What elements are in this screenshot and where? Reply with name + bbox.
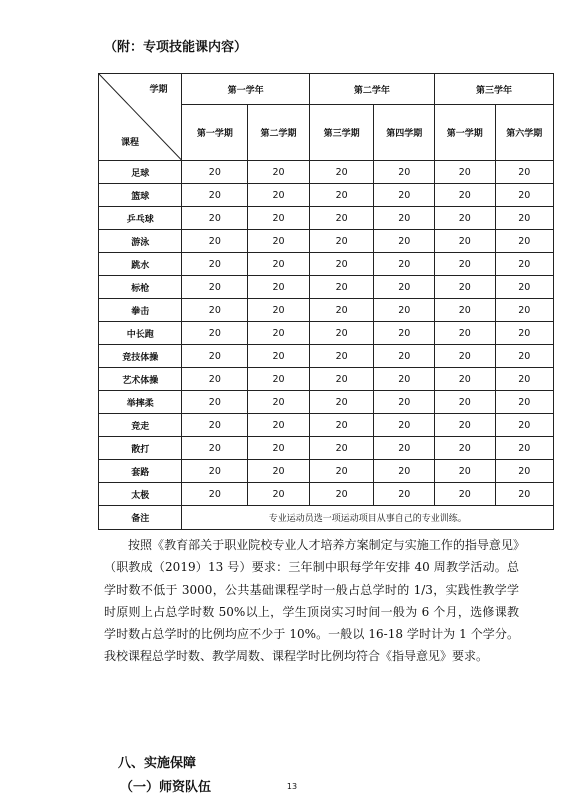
table-body: [99, 161, 554, 506]
table-row: [99, 184, 554, 207]
hours-cell: 20: [495, 414, 553, 437]
hours-cell: 20: [248, 299, 310, 322]
subsection-heading: （一）师资队伍: [120, 780, 212, 795]
hours-cell: 20: [435, 414, 496, 437]
hours-cell: 20: [495, 437, 553, 460]
table-row: [99, 207, 554, 230]
course-name: 竞技体操: [99, 345, 182, 368]
hours-cell: 20: [182, 207, 248, 230]
hours-cell: 20: [435, 276, 496, 299]
hours-cell: 20: [182, 437, 248, 460]
hours-cell: 20: [495, 207, 553, 230]
hours-cell: 20: [495, 253, 553, 276]
hours-cell: 20: [495, 483, 553, 506]
hours-cell: 20: [495, 322, 553, 345]
course-name: 标枪: [99, 276, 182, 299]
hours-cell: 20: [309, 230, 374, 253]
remark-label: 备注: [99, 506, 182, 530]
hours-cell: 20: [248, 253, 310, 276]
hours-cell: 20: [435, 253, 496, 276]
hours-cell: 20: [374, 184, 435, 207]
semester-header: 第六学期: [495, 105, 553, 161]
header-term-label: 学期: [149, 85, 168, 95]
hours-cell: 20: [309, 437, 374, 460]
table-row: [99, 299, 554, 322]
hours-cell: 20: [435, 230, 496, 253]
hours-cell: 20: [374, 460, 435, 483]
course-name: 太极: [99, 483, 182, 506]
hours-cell: 20: [248, 345, 310, 368]
hours-cell: 20: [309, 460, 374, 483]
hours-cell: 20: [248, 368, 310, 391]
hours-cell: 20: [374, 276, 435, 299]
course-table: [98, 73, 554, 530]
hours-cell: 20: [309, 414, 374, 437]
hours-cell: 20: [182, 460, 248, 483]
diagonal-line: [99, 74, 181, 160]
year-header: 第三学年: [435, 74, 554, 105]
hours-cell: 20: [248, 437, 310, 460]
hours-cell: 20: [495, 460, 553, 483]
hours-cell: 20: [435, 184, 496, 207]
hours-cell: 20: [495, 345, 553, 368]
hours-cell: 20: [435, 483, 496, 506]
hours-cell: 20: [248, 483, 310, 506]
hours-cell: 20: [309, 368, 374, 391]
hours-cell: 20: [435, 391, 496, 414]
hours-cell: 20: [309, 184, 374, 207]
hours-cell: 20: [495, 184, 553, 207]
hours-cell: 20: [374, 368, 435, 391]
hours-cell: 20: [435, 437, 496, 460]
hours-cell: 20: [182, 230, 248, 253]
hours-cell: 20: [495, 276, 553, 299]
hours-cell: 20: [309, 207, 374, 230]
hours-cell: 20: [309, 345, 374, 368]
page-number: 13: [286, 782, 298, 791]
hours-cell: 20: [374, 230, 435, 253]
hours-cell: 20: [182, 322, 248, 345]
hours-cell: 20: [182, 299, 248, 322]
hours-cell: 20: [309, 322, 374, 345]
hours-cell: 20: [435, 322, 496, 345]
remark-text: 专业运动员选一项运动项目从事自己的专业训练。: [182, 506, 554, 530]
course-name: 竞走: [99, 414, 182, 437]
hours-cell: 20: [182, 391, 248, 414]
table-row: [99, 437, 554, 460]
course-name: 举摔柔: [99, 391, 182, 414]
hours-cell: 20: [309, 161, 374, 184]
hours-cell: 20: [435, 299, 496, 322]
semester-header: 第四学期: [374, 105, 435, 161]
hours-cell: 20: [374, 414, 435, 437]
hours-cell: 20: [248, 322, 310, 345]
hours-cell: 20: [248, 276, 310, 299]
hours-cell: 20: [435, 345, 496, 368]
hours-cell: 20: [495, 299, 553, 322]
course-name: 中长跑: [99, 322, 182, 345]
year-header: 第二学年: [309, 74, 434, 105]
hours-cell: 20: [248, 391, 310, 414]
hours-cell: 20: [374, 437, 435, 460]
hours-cell: 20: [182, 345, 248, 368]
hours-cell: 20: [435, 460, 496, 483]
hours-cell: 20: [248, 161, 310, 184]
course-name: 篮球: [99, 184, 182, 207]
hours-cell: 20: [182, 161, 248, 184]
semester-header: 第三学期: [309, 105, 374, 161]
hours-cell: 20: [248, 230, 310, 253]
semester-header: 第一学期: [435, 105, 496, 161]
table-row: [99, 460, 554, 483]
semester-header: 第二学期: [248, 105, 310, 161]
course-name: 跳水: [99, 253, 182, 276]
course-name: 游泳: [99, 230, 182, 253]
hours-cell: 20: [309, 391, 374, 414]
hours-cell: 20: [495, 368, 553, 391]
hours-cell: 20: [374, 161, 435, 184]
hours-cell: 20: [374, 253, 435, 276]
hours-cell: 20: [374, 483, 435, 506]
table-row: [99, 414, 554, 437]
hours-cell: 20: [182, 483, 248, 506]
year-header: 第一学年: [182, 74, 309, 105]
table-row: [99, 345, 554, 368]
table-row: [99, 483, 554, 506]
hours-cell: 20: [248, 184, 310, 207]
hours-cell: 20: [248, 207, 310, 230]
hours-cell: 20: [182, 276, 248, 299]
course-name: 拳击: [99, 299, 182, 322]
table-row: [99, 368, 554, 391]
course-name: 乒乓球: [99, 207, 182, 230]
hours-cell: 20: [182, 368, 248, 391]
hours-cell: 20: [182, 253, 248, 276]
course-name: 套路: [99, 460, 182, 483]
hours-cell: 20: [435, 368, 496, 391]
section-heading: 八、实施保障: [118, 756, 197, 771]
hours-cell: 20: [248, 460, 310, 483]
table-row: [99, 276, 554, 299]
hours-cell: 20: [182, 184, 248, 207]
table-row: [99, 161, 554, 184]
hours-cell: 20: [374, 391, 435, 414]
semester-header: 第一学期: [182, 105, 248, 161]
hours-cell: 20: [495, 230, 553, 253]
hours-cell: 20: [495, 391, 553, 414]
hours-cell: 20: [435, 207, 496, 230]
hours-cell: 20: [309, 276, 374, 299]
course-name: 艺术体操: [99, 368, 182, 391]
hours-cell: 20: [374, 207, 435, 230]
hours-cell: 20: [374, 299, 435, 322]
hours-cell: 20: [248, 414, 310, 437]
hours-cell: 20: [309, 483, 374, 506]
table-row: [99, 322, 554, 345]
course-name: 足球: [99, 161, 182, 184]
hours-cell: 20: [182, 414, 248, 437]
header-course-label: 课程: [121, 138, 140, 148]
table-row: [99, 253, 554, 276]
hours-cell: 20: [309, 253, 374, 276]
appendix-heading: （附：专项技能课内容）: [104, 40, 248, 55]
hours-cell: 20: [374, 345, 435, 368]
table-row: [99, 230, 554, 253]
hours-cell: 20: [495, 161, 553, 184]
requirements-paragraph: [104, 534, 519, 668]
paragraph-text: 按照《教育部关于职业院校专业人才培养方案制定与实施工作的指导意见》（职教成（2019）13 号）要求：三年制中职每学年安排 40 周教学活动。总学时数不低于 3000，公共基础课程学时一般占总学时的 1/3，实践性教学学时原则上占总学时数 50%以上，学生顶岗实习时间一般为 6 个月，选修课教学时数占总学时的比例均应不少于 10%。一般以 16-18 学时计为 1 个学分。我校课程总学时数、教学周数、课程学时比例均符合《指导意见》要求。: [104, 538, 519, 664]
hours-cell: 20: [309, 299, 374, 322]
diagonal-header-cell: [99, 74, 182, 161]
table-row: [99, 391, 554, 414]
hours-cell: 20: [435, 161, 496, 184]
course-name: 散打: [99, 437, 182, 460]
hours-cell: 20: [374, 322, 435, 345]
